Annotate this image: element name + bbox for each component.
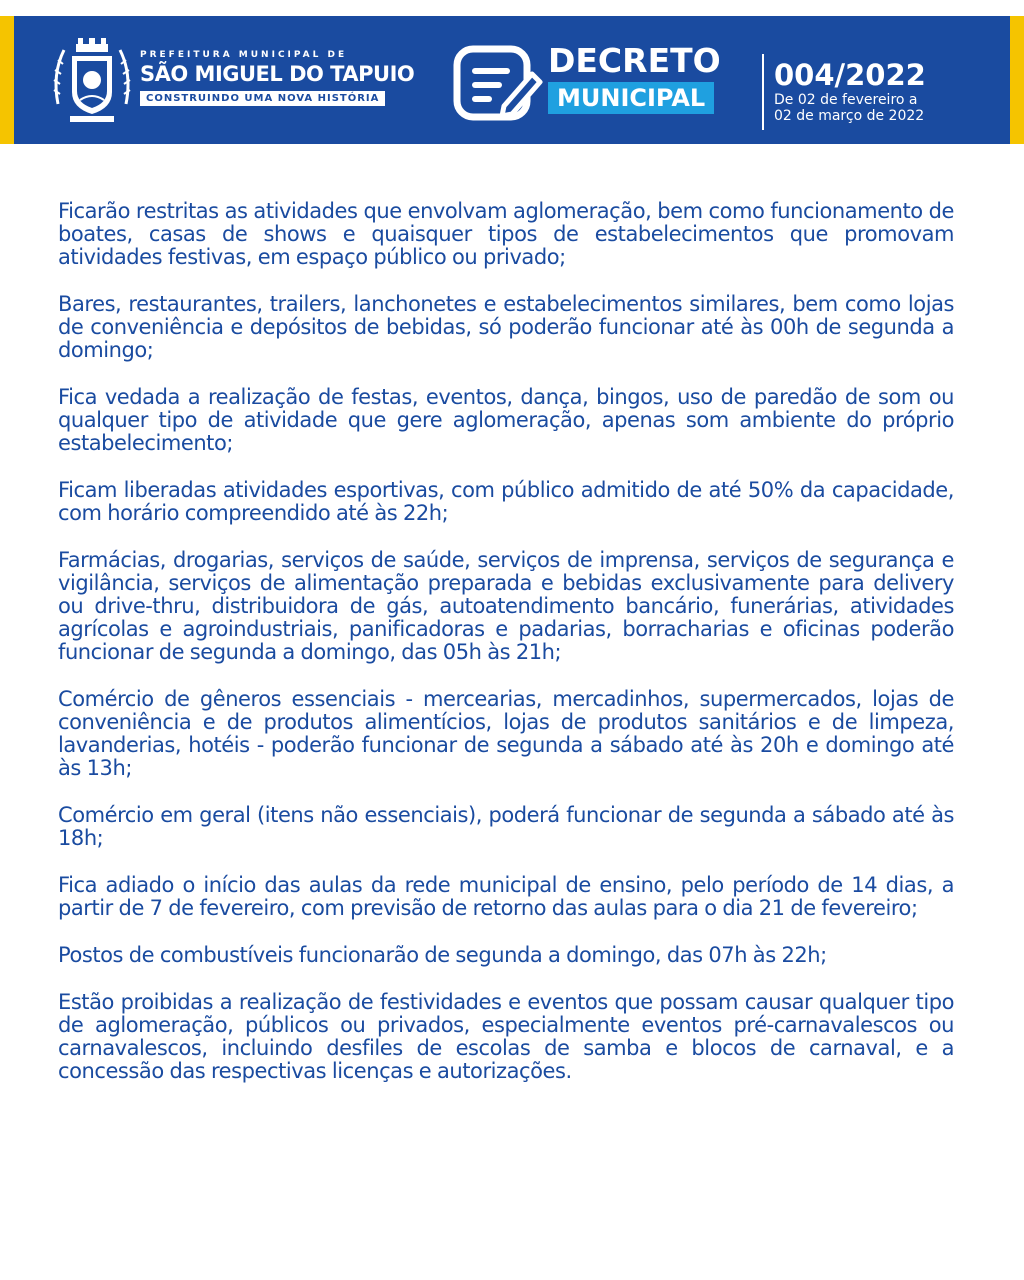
decree-subtitle: MUNICIPAL (548, 82, 714, 114)
decree-paragraph: Estão proibidas a realização de festividades e eventos que possam causar qualquer tipo de aglomeração, públicos ou privados, especialmente eventos pré-carnavalescos ou carnavalescos, incluindo desfiles de escolas de samba e blocos de carnaval, e a concessão das respectivas licenças e autorizações. (58, 990, 954, 1083)
decree-number: 004/2022 (774, 58, 926, 92)
decree-paragraph: Fica adiado o início das aulas da rede municipal de ensino, pelo período de 14 dias, a partir de 7 de fevereiro, com previsão de retorno das aulas para o dia 21 de fevereiro; (58, 873, 954, 920)
decree-paragraph: Ficam liberadas atividades esportivas, com público admitido de até 50% da capacidade, com horário compreendido até às 22h; (58, 478, 954, 525)
decree-paragraph: Fica vedada a realização de festas, eventos, dança, bingos, uso de paredão de som ou qualquer tipo de atividade que gere aglomeração, apenas som ambiente do próprio estabelecimento; (58, 385, 954, 455)
decree-number-block (774, 58, 984, 124)
org-slogan: CONSTRUINDO UMA NOVA HISTÓRIA (140, 91, 385, 106)
decree-period-start: De 02 de fevereiro a (774, 92, 918, 108)
decree-title-block (548, 42, 738, 114)
decree-paragraph: Comércio em geral (itens não essenciais), poderá funcionar de segunda a sábado até às 18h; (58, 803, 954, 850)
org-name: SÃO MIGUEL DO TAPUIO (140, 62, 415, 86)
header-divider (762, 54, 764, 130)
decree-paragraph: Postos de combustíveis funcionarão de segunda a domingo, das 07h às 22h; (58, 943, 827, 967)
decree-paragraph: Comércio de gêneros essenciais - mercearias, mercadinhos, supermercados, lojas de conveniência e de produtos alimentícios, lojas de produtos sanitários e de limpeza, lavanderias, hotéis - poderão funcionar de segunda a sábado até às 20h e domingo até às 13h; (58, 687, 954, 780)
decree-paragraph: Farmácias, drogarias, serviços de saúde, serviços de imprensa, serviços de segurança e vigilância, serviços de alimentação preparada e bebidas exclusivamente para delivery ou drive-thru, distribuidora de gás, autoatendimento bancário, funerárias, atividades agrícolas e agroindustriais, panificadoras e padarias, borracharias e oficinas poderão funcionar de segunda a domingo, das 05h às 21h; (58, 548, 954, 664)
right-accent-stripe (1010, 16, 1024, 144)
document-pencil-icon (452, 44, 544, 122)
decree-paragraph: Bares, restaurantes, trailers, lanchonetes e estabelecimentos similares, bem como lojas de conveniência e depósitos de bebidas, só poderão funcionar até às 00h de segunda a domingo; (58, 292, 954, 362)
org-prefix: PREFEITURA MUNICIPAL DE (140, 50, 348, 60)
header-banner (0, 16, 1024, 144)
decree-paragraph: Ficarão restritas as atividades que envolvam aglomeração, bem como funcionamento de boates, casas de shows e quaisquer tipos de estabelecimentos que promovam atividades festivas, em espaço público ou privado; (58, 199, 954, 269)
municipal-crest-icon (50, 34, 134, 126)
decree-body (58, 200, 954, 1107)
decree-title: DECRETO (548, 41, 721, 80)
decree-period-end: 02 de março de 2022 (774, 108, 925, 124)
org-block (140, 50, 440, 106)
left-accent-stripe (0, 16, 14, 144)
